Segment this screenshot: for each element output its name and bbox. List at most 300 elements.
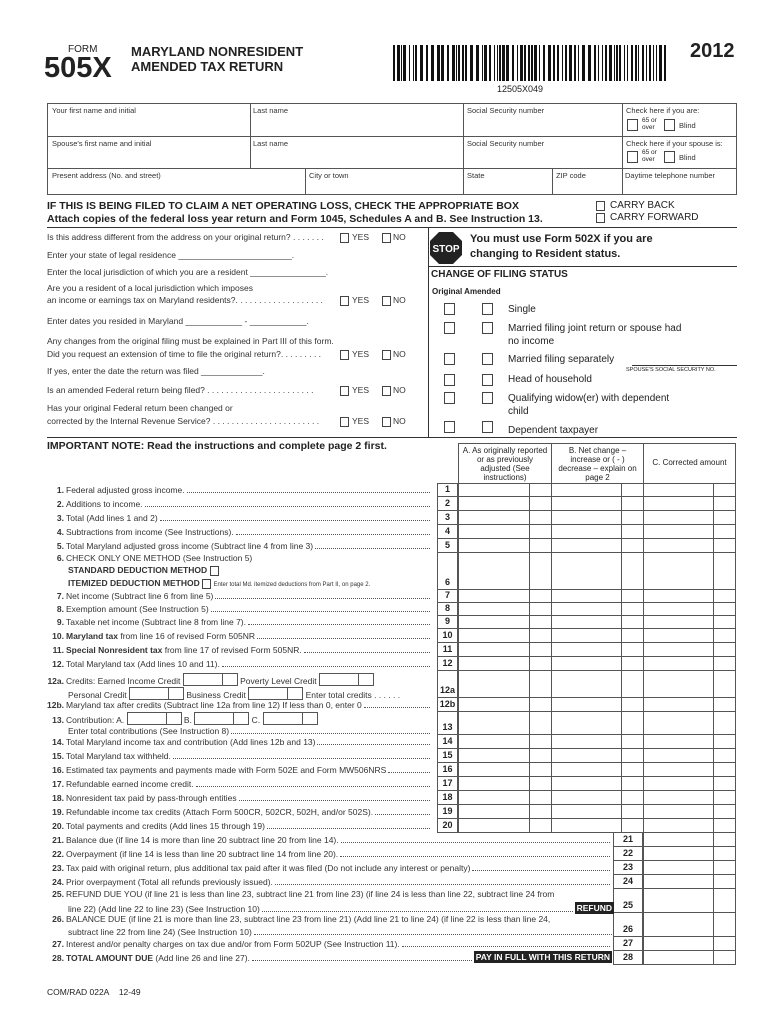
- local-tax-yes-checkbox[interactable]: [340, 296, 349, 306]
- barcode-bar: [456, 45, 457, 81]
- line-20: [34, 819, 432, 833]
- phone-field[interactable]: Daytime telephone number: [625, 171, 716, 180]
- barcode-bar: [531, 45, 533, 81]
- amount-input[interactable]: [643, 712, 736, 735]
- line-number: 16.: [52, 765, 64, 775]
- ssn-field[interactable]: Social Security number: [467, 106, 545, 115]
- amount-input[interactable]: [643, 603, 736, 616]
- mfj-line-2: no income: [508, 336, 555, 347]
- amount-input[interactable]: [458, 483, 552, 497]
- amount-input[interactable]: [458, 805, 552, 819]
- contribution-b-label: B.: [183, 715, 192, 725]
- amended-single-checkbox[interactable]: [482, 303, 493, 315]
- dot-leader: [267, 828, 430, 829]
- you-blind-checkbox[interactable]: [664, 119, 675, 131]
- original-dependent-checkbox[interactable]: [444, 421, 455, 433]
- line-6-number: 6.: [56, 553, 64, 563]
- original-column-label: Original: [432, 287, 463, 296]
- dot-leader: [222, 666, 430, 667]
- amount-input[interactable]: [551, 553, 644, 590]
- you-blind-label: Blind: [679, 121, 696, 130]
- dot-leader: [173, 758, 430, 759]
- line-label: Interest and/or penalty charges on tax due and/or from Form 502UP (See Instruction 11).: [66, 939, 400, 949]
- form-number: 505X: [44, 52, 112, 84]
- barcode-bar: [441, 45, 444, 81]
- state-residence-field[interactable]: Enter your state of legal residence ________________________.: [47, 250, 295, 260]
- line-number-box: 15: [437, 749, 458, 763]
- dot-leader: [239, 800, 430, 801]
- amount-input[interactable]: [458, 777, 552, 791]
- spouse-65-checkbox[interactable]: [627, 151, 638, 163]
- line-number: 22.: [52, 849, 64, 859]
- extension-no-label: NO: [393, 349, 406, 359]
- itemized-note: Enter total Md. itemized deductions from Part II, on page 2.: [213, 581, 371, 588]
- poverty-credit-input[interactable]: [319, 673, 374, 686]
- amount-input[interactable]: [643, 657, 736, 671]
- line-label: Prior overpayment (Total all refunds previously issued).: [66, 877, 273, 887]
- amount-input[interactable]: [643, 847, 736, 861]
- barcode-bar: [638, 45, 639, 81]
- amount-input[interactable]: [643, 889, 736, 913]
- amount-input[interactable]: [458, 643, 552, 657]
- dot-leader: [402, 946, 610, 947]
- barcode-bar: [588, 45, 591, 81]
- barcode-bar: [393, 45, 395, 81]
- spouse-ssn-field[interactable]: Social Security number: [467, 139, 545, 148]
- line-13: [34, 712, 434, 736]
- line-number: 11.: [52, 645, 64, 655]
- line-4: [34, 525, 432, 539]
- amount-input[interactable]: [643, 805, 736, 819]
- contribution-b-input[interactable]: [194, 712, 249, 725]
- contribution-a-label: Contribution: A.: [66, 715, 125, 725]
- amount-input[interactable]: [458, 657, 552, 671]
- barcode-bar: [543, 45, 545, 81]
- original-mfs-checkbox[interactable]: [444, 353, 455, 365]
- amount-input[interactable]: [643, 539, 736, 553]
- address-changed-yes-checkbox[interactable]: [340, 233, 349, 243]
- amended-qw-checkbox[interactable]: [482, 392, 493, 404]
- line-number: 9.: [56, 617, 64, 627]
- barcode-bar: [557, 45, 559, 81]
- line-number-box: 14: [437, 735, 458, 749]
- barcode-bar: [539, 45, 540, 81]
- first-name-field[interactable]: Your first name and initial: [52, 106, 136, 115]
- barcode-bar: [403, 45, 406, 81]
- amount-input[interactable]: [551, 791, 644, 805]
- amount-input[interactable]: [551, 590, 644, 603]
- amount-input[interactable]: [643, 525, 736, 539]
- line-number: 20.: [52, 821, 64, 831]
- amount-input[interactable]: [551, 539, 644, 553]
- line-label: Maryland tax after credits (Subtract line 12a from line 12) If less than 0, enter 0: [66, 700, 362, 710]
- line-number-box: 23: [613, 861, 643, 875]
- column-a-header: A. As originally reported or as previously adjusted (See instructions): [458, 443, 552, 484]
- address-field[interactable]: Present address (No. and street): [52, 171, 161, 180]
- dot-leader: [248, 624, 430, 625]
- line-number: 3.: [56, 513, 64, 523]
- amount-input[interactable]: [551, 483, 644, 497]
- line-label: Total Maryland adjusted gross income (Subtract line 4 from line 3): [66, 541, 314, 551]
- line-number-box: 1: [437, 483, 458, 497]
- irs-changed-no-label: NO: [393, 416, 406, 426]
- barcode-bar: [664, 45, 666, 81]
- amount-input[interactable]: [551, 698, 644, 712]
- barcode-bar: [401, 45, 402, 81]
- amount-input[interactable]: [458, 553, 552, 590]
- spouse-ssn-line[interactable]: [632, 365, 737, 366]
- barcode-bar: [452, 45, 455, 81]
- line-13-number: 13.: [52, 715, 64, 725]
- amount-input[interactable]: [458, 590, 552, 603]
- irs-changed-yes-label: YES: [352, 416, 370, 426]
- irs-changed-question-2: corrected by the Internal Revenue Service? . . . . . . . . . . . . . . . . . . . . . . .: [47, 416, 320, 426]
- amount-input[interactable]: [551, 819, 644, 833]
- extension-no-checkbox[interactable]: [382, 350, 391, 360]
- line-12b: [34, 698, 432, 712]
- barcode-bar: [447, 45, 449, 81]
- amount-input[interactable]: [551, 525, 644, 539]
- amount-input[interactable]: [643, 616, 736, 629]
- amount-input[interactable]: [551, 643, 644, 657]
- barcode: [393, 45, 668, 81]
- barcode-bar: [520, 45, 523, 81]
- spouse-last-name-field[interactable]: Last name: [253, 139, 289, 148]
- original-hoh-checkbox[interactable]: [444, 374, 455, 386]
- dot-leader: [145, 506, 430, 507]
- amount-input[interactable]: [551, 805, 644, 819]
- amount-input[interactable]: [643, 643, 736, 657]
- line-number: 19.: [52, 807, 64, 817]
- amount-input[interactable]: [551, 712, 644, 735]
- amount-input[interactable]: [643, 629, 736, 643]
- barcode-bar: [482, 45, 483, 81]
- line-2: [34, 497, 432, 511]
- amended-federal-yes-checkbox[interactable]: [340, 386, 349, 396]
- barcode-bar: [415, 45, 417, 81]
- business-credit-input[interactable]: [248, 687, 303, 700]
- amount-input[interactable]: [551, 749, 644, 763]
- amount-input[interactable]: [643, 483, 736, 497]
- line-number-box: 4: [437, 525, 458, 539]
- amount-input[interactable]: [643, 511, 736, 525]
- line-number-box: 17: [437, 777, 458, 791]
- you-65-checkbox[interactable]: [627, 119, 638, 131]
- amount-input[interactable]: [551, 616, 644, 629]
- amended-federal-no-checkbox[interactable]: [382, 386, 391, 396]
- amount-input[interactable]: [458, 712, 552, 735]
- changes-note: Any changes from the original filing must be explained in Part III of this form.: [47, 336, 334, 346]
- carry-forward-checkbox[interactable]: [596, 213, 605, 223]
- line-number-box: 6: [437, 553, 458, 590]
- extension-yes-checkbox[interactable]: [340, 350, 349, 360]
- extension-yes-label: YES: [352, 349, 370, 359]
- amount-input[interactable]: [458, 511, 552, 525]
- amended-mfj-checkbox[interactable]: [482, 322, 493, 334]
- amount-input[interactable]: [551, 497, 644, 511]
- line-10: [34, 629, 432, 643]
- amount-input[interactable]: [643, 913, 736, 937]
- itemized-deduction-label: ITEMIZED DEDUCTION METHOD: [68, 577, 200, 588]
- line-12a: [34, 673, 434, 700]
- barcode-bar: [619, 45, 621, 81]
- amount-input[interactable]: [458, 819, 552, 833]
- barcode-bar: [598, 45, 599, 81]
- line-26-text-1: BALANCE DUE (if line 21 is more than line 23, subtract line 23 from line 21) (Add line 21 to line 24) (if line 22 is less than line 24,: [66, 914, 551, 924]
- amount-input[interactable]: [643, 861, 736, 875]
- amount-input[interactable]: [643, 875, 736, 889]
- local-jurisdiction-field[interactable]: Enter the local jurisdiction of which you are a resident ________________.: [47, 267, 329, 277]
- form-title: [131, 44, 303, 74]
- taxpayer-info-table: [47, 103, 737, 195]
- earned-income-credit-label: Credits: Earned Income Credit: [66, 676, 181, 686]
- dot-leader: [317, 744, 430, 745]
- amount-input[interactable]: [551, 629, 644, 643]
- title-line-1: MARYLAND NONRESIDENT: [131, 44, 304, 59]
- local-tax-no-checkbox[interactable]: [382, 296, 391, 306]
- line-number-box: 7: [437, 590, 458, 603]
- stop-sign-icon: [429, 231, 463, 265]
- city-field[interactable]: City or town: [309, 171, 349, 180]
- barcode-bar: [631, 45, 633, 81]
- stop-line-1: You must use Form 502X if you are: [470, 233, 653, 245]
- amount-input[interactable]: [458, 735, 552, 749]
- barcode-bar: [517, 45, 518, 81]
- spouse-blind-label: Blind: [679, 153, 696, 162]
- barcode-bar: [512, 45, 514, 81]
- line-label: Federal adjusted gross income.: [66, 485, 185, 495]
- check-spouse-label: Check here if your spouse is:: [626, 139, 723, 148]
- amount-input[interactable]: [643, 735, 736, 749]
- status-mfj-label: [508, 322, 681, 348]
- line-number: 15.: [52, 751, 64, 761]
- line-number-box: 25: [613, 889, 643, 913]
- barcode-bar: [413, 45, 414, 81]
- filing-status-columns: [432, 287, 501, 296]
- original-qw-checkbox[interactable]: [444, 392, 455, 404]
- amount-input[interactable]: [458, 749, 552, 763]
- barcode-bar: [534, 45, 537, 81]
- standard-deduction-checkbox[interactable]: [210, 566, 219, 576]
- line-27: [34, 937, 612, 951]
- amount-input[interactable]: [551, 735, 644, 749]
- amount-input[interactable]: [551, 763, 644, 777]
- personal-credit-input[interactable]: [129, 687, 184, 700]
- line-number: 8.: [56, 604, 64, 614]
- amount-input[interactable]: [643, 777, 736, 791]
- line-number: 2.: [56, 499, 64, 509]
- barcode-bar: [409, 45, 410, 81]
- amount-input[interactable]: [458, 525, 552, 539]
- important-note: IMPORTANT NOTE: Read the instructions and complete page 2 first.: [47, 440, 387, 452]
- line-9: [34, 616, 432, 629]
- barcode-bar: [553, 45, 555, 81]
- amount-input[interactable]: [458, 629, 552, 643]
- amount-input[interactable]: [551, 603, 644, 616]
- dates-resided-field[interactable]: Enter dates you resided in Maryland ____________ - ____________.: [47, 316, 309, 326]
- itemized-deduction-checkbox[interactable]: [202, 579, 211, 589]
- line-25-text-2: line 22) (Add line 22 to line 23) (See Instruction 10): [68, 904, 260, 914]
- line-14: [34, 735, 432, 749]
- amount-input[interactable]: [551, 671, 644, 698]
- line-number-box: 28: [613, 951, 643, 965]
- earned-income-credit-input[interactable]: [183, 673, 238, 686]
- amount-input[interactable]: [643, 590, 736, 603]
- amount-input[interactable]: [458, 791, 552, 805]
- amended-column-label: Amended: [464, 287, 501, 296]
- line-label: Nonresident tax paid by pass-through entities: [66, 793, 237, 803]
- barcode-bar: [627, 45, 628, 81]
- nol-heading: IF THIS IS BEING FILED TO CLAIM A NET OPERATING LOSS, CHECK THE APPROPRIATE BOX: [47, 200, 519, 212]
- dot-leader: [211, 611, 430, 612]
- line-number-box: 18: [437, 791, 458, 805]
- irs-changed-no-checkbox[interactable]: [382, 417, 391, 427]
- line-number: 14.: [52, 737, 64, 747]
- barcode-bar: [524, 45, 526, 81]
- spouse-65-label: 65 or over: [642, 149, 657, 163]
- carry-back-checkbox[interactable]: [596, 201, 605, 211]
- line-12: [34, 657, 432, 671]
- status-single-label: Single: [508, 304, 536, 315]
- amount-input[interactable]: [643, 791, 736, 805]
- form-label: FORM: [68, 44, 98, 55]
- amount-input[interactable]: [458, 497, 552, 511]
- dot-leader: [215, 598, 430, 599]
- amount-input[interactable]: [458, 616, 552, 629]
- amount-input[interactable]: [643, 951, 736, 965]
- business-credit-label: Business Credit: [186, 690, 246, 700]
- amount-input[interactable]: [643, 671, 736, 698]
- spouse-blind-checkbox[interactable]: [664, 151, 675, 163]
- barcode-bar: [602, 45, 603, 81]
- line-15: [34, 749, 432, 763]
- total-credits-label: Enter total credits . . . . . .: [305, 690, 401, 700]
- mfj-line-1: Married filing joint return or spouse had: [508, 323, 682, 334]
- spouse-first-name-field[interactable]: Spouse's first name and initial: [52, 139, 152, 148]
- line-label: Refundable income tax credits (Attach Form 500CR, 502CR, 502H, and/or 502S).: [66, 807, 374, 817]
- barcode-bar: [528, 45, 530, 81]
- barcode-bar: [431, 45, 434, 81]
- amount-input[interactable]: [643, 553, 736, 590]
- address-changed-yes-label: YES: [352, 232, 370, 242]
- amount-input[interactable]: [643, 749, 736, 763]
- line-number: 10.: [52, 631, 64, 641]
- amount-input[interactable]: [643, 819, 736, 833]
- line-number-box: 9: [437, 616, 458, 629]
- dot-leader: [364, 707, 430, 708]
- spouse-ssn-caption: SPOUSE'S SOCIAL SECURITY NO.: [626, 367, 716, 373]
- amount-input[interactable]: [551, 777, 644, 791]
- line-12a-number: 12a.: [47, 676, 64, 686]
- amount-input[interactable]: [551, 657, 644, 671]
- line-25: [34, 889, 614, 914]
- line-number-box: 20: [437, 819, 458, 833]
- line-3: [34, 511, 432, 525]
- dot-leader: [315, 548, 430, 549]
- line-number-box: 22: [613, 847, 643, 861]
- amount-input[interactable]: [551, 511, 644, 525]
- last-name-field[interactable]: Last name: [253, 106, 289, 115]
- line-22: [34, 847, 612, 861]
- line-25-text-1: REFUND DUE YOU (if line 21 is less than line 23, subtract line 21 from line 23) (if line 24 is less than line 22, subtract line 24 from: [66, 889, 555, 899]
- line-label-bold: Maryland tax: [66, 631, 118, 641]
- line-label: Total (Add lines 1 and 2): [66, 513, 158, 523]
- amount-input[interactable]: [643, 698, 736, 712]
- line-label: Total Maryland tax (Add lines 10 and 11).: [66, 659, 220, 669]
- line-number: 24.: [52, 877, 64, 887]
- amount-input[interactable]: [458, 698, 552, 712]
- amount-input[interactable]: [458, 603, 552, 616]
- line-number: 28.: [52, 953, 64, 963]
- line-25-number: 25.: [52, 889, 64, 899]
- line-number: 1.: [56, 485, 64, 495]
- line-label: Tax paid with original return, plus additional tax paid after it was filed (Do not include any interest or penalty): [66, 863, 471, 873]
- barcode-bar: [642, 45, 644, 81]
- line-19: [34, 805, 432, 819]
- barcode-bar: [614, 45, 615, 81]
- address-changed-no-checkbox[interactable]: [382, 233, 391, 243]
- line-label: Taxable net income (Subtract line 8 from line 7).: [66, 617, 247, 627]
- amended-hoh-checkbox[interactable]: [482, 374, 493, 386]
- line-label: Exemption amount (See Instruction 5): [66, 604, 209, 614]
- state-field[interactable]: State: [467, 171, 485, 180]
- local-tax-no-label: NO: [393, 295, 406, 305]
- irs-changed-yes-checkbox[interactable]: [340, 417, 349, 427]
- line-number-box: 3: [437, 511, 458, 525]
- barcode-bar: [462, 45, 464, 81]
- original-mfj-checkbox[interactable]: [444, 322, 455, 334]
- line-number: 4.: [56, 527, 64, 537]
- barcode-bar: [489, 45, 491, 81]
- amount-input[interactable]: [643, 763, 736, 777]
- total-contributions-label: Enter total contributions (See Instruction 8): [68, 726, 230, 736]
- status-dependent-label: Dependent taxpayer: [508, 425, 599, 436]
- original-single-checkbox[interactable]: [444, 303, 455, 315]
- contribution-a-input[interactable]: [127, 712, 182, 725]
- line-number: 27.: [52, 939, 64, 949]
- column-c-header: C. Corrected amount: [643, 443, 736, 484]
- line-6-text: CHECK ONLY ONE METHOD (See Instruction 5): [66, 553, 253, 563]
- line-number-box: 26: [613, 913, 643, 937]
- amended-dependent-checkbox[interactable]: [482, 421, 493, 433]
- line-number-box: 13: [437, 712, 458, 735]
- qw-line-1: Qualifying widow(er) with dependent: [508, 393, 670, 404]
- amount-input[interactable]: [643, 833, 736, 847]
- line-label: Total payments and credits (Add lines 15 through 19): [66, 821, 265, 831]
- dot-leader: [160, 520, 430, 521]
- line-label: Overpayment (if line 14 is less than line 20 subtract line 14 from line 20).: [66, 849, 339, 859]
- dot-leader: [275, 884, 610, 885]
- line-number-box: 2: [437, 497, 458, 511]
- amount-input[interactable]: [458, 763, 552, 777]
- barcode-bar: [582, 45, 585, 81]
- title-line-2: AMENDED TAX RETURN: [131, 59, 284, 74]
- amended-mfs-checkbox[interactable]: [482, 353, 493, 365]
- amount-input[interactable]: [458, 671, 552, 698]
- amount-input[interactable]: [643, 497, 736, 511]
- line-label: Total Maryland income tax and contribution (Add lines 12b and 13): [66, 737, 316, 747]
- amount-input[interactable]: [458, 539, 552, 553]
- irs-changed-question-1: Has your original Federal return been changed or: [47, 403, 233, 413]
- amount-input[interactable]: [643, 937, 736, 951]
- zip-field[interactable]: ZIP code: [556, 171, 586, 180]
- barcode-bar: [605, 45, 607, 81]
- barcode-bar: [562, 45, 563, 81]
- contribution-c-input[interactable]: [263, 712, 318, 725]
- stop-message: [470, 232, 653, 262]
- line-18: [34, 791, 432, 805]
- date-filed-field[interactable]: If yes, enter the date the return was filed _____________.: [47, 366, 265, 376]
